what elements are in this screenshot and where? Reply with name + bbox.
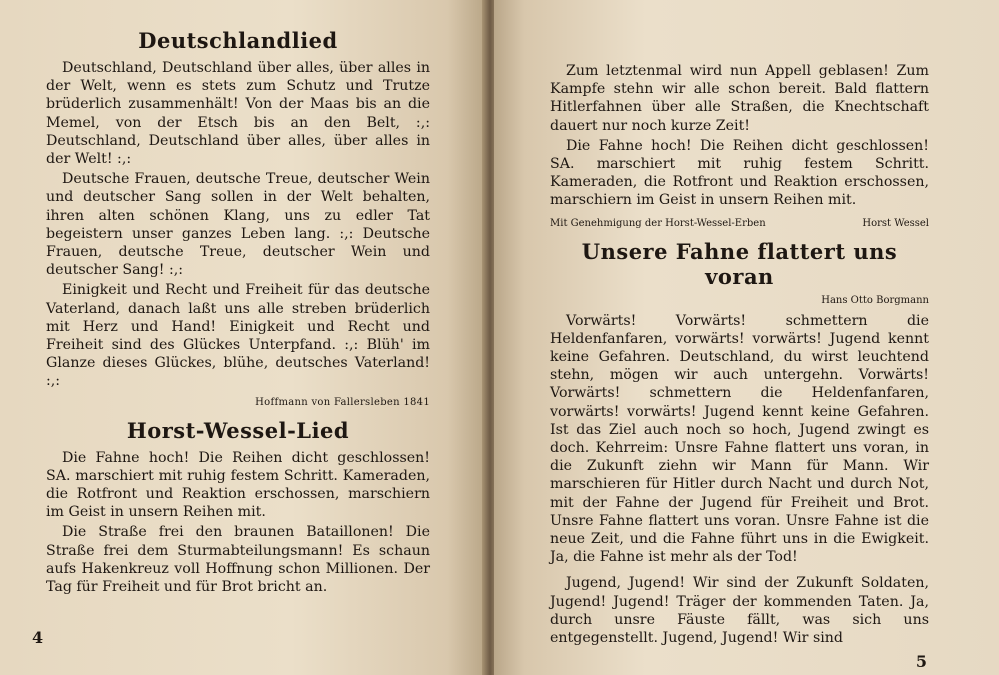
- verse-1: Deutschland, Deutschland über alles, über alles in der Welt, wenn es stets zum Schutz und Trutze brüderlich zusammenhält! Von der Maas bis an die Memel, von der Etsch bis an den Belt, :,: Deutschland, Deutschland über alles, über alles in der Welt! :,:: [46, 60, 430, 168]
- verse-3: Einigkeit und Recht und Freiheit für das deutsche Vaterland, danach laßt uns alle streben brüderlich mit Herz und Hand! Einigkeit und Recht und Freiheit sind des Glückes Unterpfand. :,: Blüh' im Glanze dieses Glückes, blühe, deutsches Vaterland! :,:: [46, 282, 430, 390]
- credit-line: [550, 218, 929, 229]
- verse-7: Die Fahne hoch! Die Reihen dicht geschlossen! SA. marschiert mit ruhig festem Schritt. Kameraden, die Rotfront und Reaktion erschossen, marschiern im Geist in unsern Reihen mit.: [550, 137, 929, 209]
- page-number-right: 5: [915, 652, 927, 671]
- verse-8: Vorwärts! Vorwärts! schmettern die Heldenfanfaren, vorwärts! vorwärts! Jugend kennt keine Gefahren. Deutschland, du wirst leuchtend stehn, mögen wir auch untergehn. Vorwärts! Vorwärts! schmettern die Heldenfanfaren, vorwärts! vorwärts! Jugend kennt keine Gefahren. Ist das Ziel auch noch so hoch, Jugend zwingt es doch. Kehrreim: Unsre Fahne flattert uns voran, in die Zukunft ziehn wir Mann für Mann. Wir marschieren für Hitler durch Nacht und durch Not, mit der Fahne der Jugend für Freiheit und Brot. Unsre Fahne flattert uns voran. Unsre Fahne ist die neue Zeit, und die Fahne führt uns in die Ewigkeit. Ja, die Fahne ist mehr als der Tod!: [550, 312, 929, 566]
- verse-2: Deutsche Frauen, deutsche Treue, deutscher Wein und deutscher Sang sollen in der Welt behalten, ihren alten schönen Klang, uns zu edler Tat begeistern unser ganzes Leben lang. :,: Deutsche Frauen, deutsche Treue, deutscher Wein und deutscher Sang! :,:: [46, 171, 430, 279]
- verse-4: Die Fahne hoch! Die Reihen dicht geschlossen! SA. marschiert mit ruhig festem Schritt. Kameraden, die Rotfront und Reaktion erschossen, marschiern im Geist in unsern Reihen mit.: [46, 449, 430, 521]
- title-horst-wessel-lied: Horst-Wessel-Lied: [126, 417, 350, 443]
- author-borgmann: Hans Otto Borgmann: [821, 294, 929, 306]
- author-fallersleben: Hoffmann von Fallersleben 1841: [255, 396, 430, 408]
- verse-6: Zum letztenmal wird nun Appell geblasen! Zum Kampfe stehn wir alle schon bereit. Bald flattern Hitlerfahnen über alle Straßen, die Knechtschaft dauert nur noch kurze Zeit!: [550, 63, 929, 134]
- title-unsere-fahne: Unsere Fahne flattert uns voran: [581, 238, 898, 289]
- right-page: [494, 0, 999, 675]
- left-page: [0, 0, 486, 675]
- verse-5: Die Straße frei den braunen Bataillonen! Die Straße frei dem Sturmabteilungsmann! Es schaun aufs Hakenkreuz voll Hoffnung schon Millionen. Der Tag für Freiheit und für Brot bricht an.: [46, 524, 430, 596]
- page-number-left: 4: [32, 628, 44, 647]
- permission-note: Mit Genehmigung der Horst-Wessel-Erben: [550, 217, 766, 229]
- title-deutschlandlied: Deutschlandlied: [138, 28, 338, 53]
- verse-9: Jugend, Jugend! Wir sind der Zukunft Soldaten, Jugend! Jugend! Träger der kommenden Taten. Ja, durch unsre Fäuste fällt, was sich uns entgegenstellt. Jugend, Jugend! Wir sind: [550, 575, 929, 647]
- author-horst-wessel: Horst Wessel: [862, 217, 929, 229]
